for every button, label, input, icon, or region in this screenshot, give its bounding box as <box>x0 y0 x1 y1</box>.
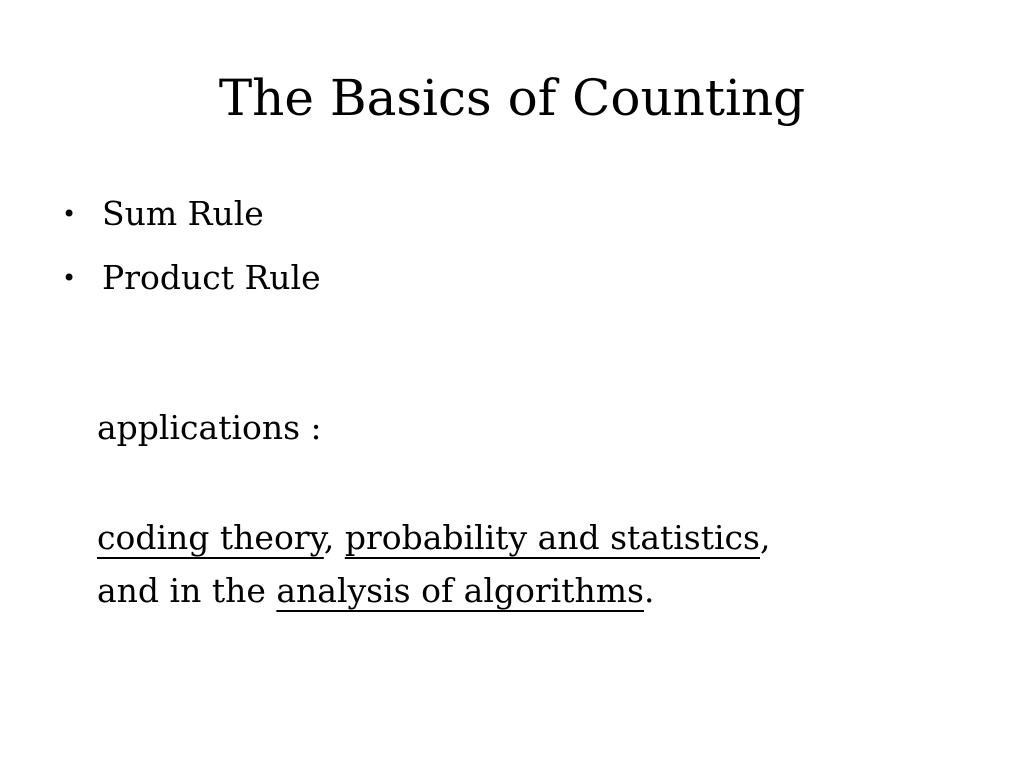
probability-statistics-link[interactable]: probability and statistics <box>344 518 760 557</box>
connector-text: and in the <box>97 571 277 610</box>
applications-line-1 <box>97 512 937 564</box>
separator-text: , <box>759 518 771 557</box>
slide-title: The Basics of Counting <box>218 69 806 127</box>
bullet-label: Product Rule <box>102 258 321 297</box>
coding-theory-link[interactable]: coding theory <box>97 518 324 557</box>
bullet-icon: • <box>62 200 77 228</box>
bullet-icon: • <box>62 264 77 292</box>
period-text: . <box>643 571 655 610</box>
applications-label: applications : <box>97 408 322 447</box>
applications-line-2 <box>97 565 937 617</box>
separator-text: , <box>323 518 345 557</box>
analysis-of-algorithms-link[interactable]: analysis of algorithms <box>276 571 644 610</box>
bullet-item-product-rule <box>60 254 321 302</box>
bullet-item-sum-rule <box>60 190 321 238</box>
bullet-list <box>60 190 321 318</box>
bullet-label: Sum Rule <box>102 194 264 233</box>
